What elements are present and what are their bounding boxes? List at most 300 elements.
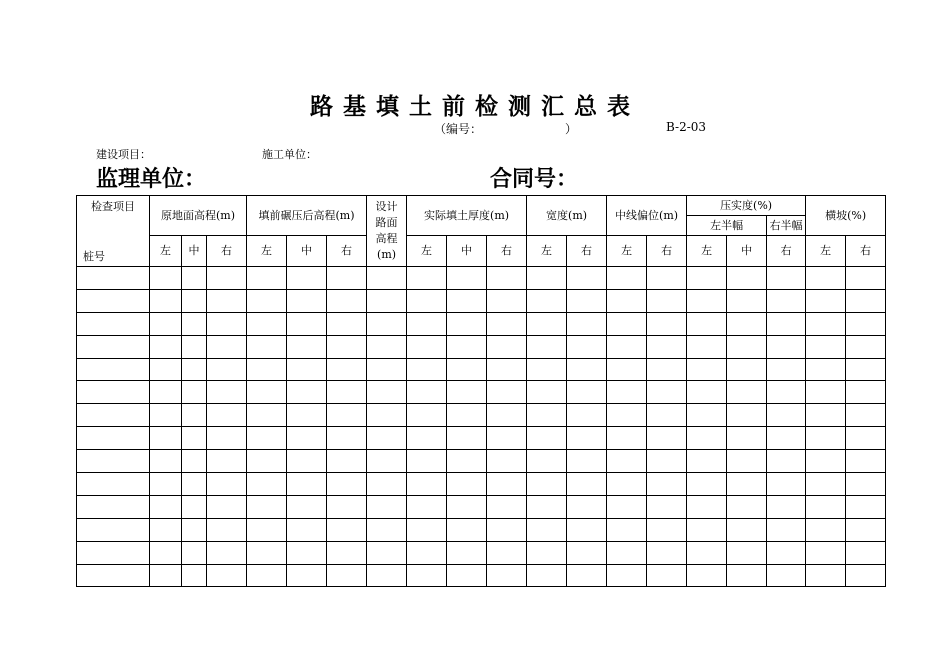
table-cell[interactable] [846,450,886,473]
table-cell[interactable] [77,404,150,427]
table-cell[interactable] [806,358,846,381]
table-cell[interactable] [647,450,687,473]
table-cell[interactable] [367,404,407,427]
table-cell[interactable] [287,541,327,564]
table-cell[interactable] [207,427,247,450]
table-cell[interactable] [487,473,527,496]
table-cell[interactable] [567,358,607,381]
table-cell[interactable] [327,495,367,518]
sub-header-cell: 右 [207,236,247,267]
table-cell[interactable] [687,450,727,473]
table-cell[interactable] [487,335,527,358]
table-cell[interactable] [727,427,767,450]
inspection-table [76,195,886,587]
table-cell[interactable] [327,427,367,450]
table-cell[interactable] [607,450,647,473]
table-cell[interactable] [247,495,287,518]
table-cell[interactable] [527,335,567,358]
table-cell[interactable] [806,541,846,564]
table-cell[interactable] [487,427,527,450]
sub-header-cell: 左 [607,236,647,267]
table-cell[interactable] [727,495,767,518]
sub-header-cell: 右 [647,236,687,267]
table-cell[interactable] [567,564,607,587]
table-cell[interactable] [327,335,367,358]
table-cell[interactable] [567,267,607,290]
table-cell[interactable] [727,289,767,312]
table-cell[interactable] [447,335,487,358]
table-cell[interactable] [527,358,567,381]
table-cell[interactable] [647,404,687,427]
table-cell[interactable] [487,450,527,473]
table-cell[interactable] [207,564,247,587]
table-cell[interactable] [407,564,447,587]
table-cell[interactable] [647,335,687,358]
table-cell[interactable] [647,381,687,404]
contract-label: 合同号： [490,166,579,192]
table-cell[interactable] [447,541,487,564]
table-cell[interactable] [687,267,727,290]
table-cell[interactable] [767,495,806,518]
table-cell[interactable] [407,541,447,564]
table-cell[interactable] [727,473,767,496]
table-cell[interactable] [287,495,327,518]
table-cell[interactable] [247,450,287,473]
table-cell[interactable] [806,289,846,312]
table-cell[interactable] [247,335,287,358]
table-cell[interactable] [150,312,182,335]
table-cell[interactable] [846,358,886,381]
table-cell[interactable] [846,564,886,587]
table-cell[interactable] [447,564,487,587]
table-cell[interactable] [247,473,287,496]
table-cell[interactable] [687,518,727,541]
table-cell[interactable] [647,518,687,541]
table-cell[interactable] [647,289,687,312]
table-cell[interactable] [327,289,367,312]
table-cell[interactable] [182,450,207,473]
table-cell[interactable] [77,495,150,518]
table-cell[interactable] [367,473,407,496]
table-cell[interactable] [727,404,767,427]
table-cell[interactable] [287,312,327,335]
table-cell[interactable] [567,381,607,404]
table-cell[interactable] [647,267,687,290]
table-cell[interactable] [527,289,567,312]
table-cell[interactable] [487,381,527,404]
table-cell[interactable] [247,404,287,427]
offset-header: 中线偏位(m) [607,196,687,236]
table-cell[interactable] [527,267,567,290]
table-cell[interactable] [567,541,607,564]
table-cell[interactable] [806,518,846,541]
table-cell[interactable] [150,267,182,290]
table-cell[interactable] [367,541,407,564]
table-cell[interactable] [77,564,150,587]
table-cell[interactable] [182,427,207,450]
table-cell[interactable] [607,473,647,496]
table-cell[interactable] [767,427,806,450]
table-cell[interactable] [687,473,727,496]
table-cell[interactable] [687,564,727,587]
table-cell[interactable] [77,312,150,335]
table-cell[interactable] [727,335,767,358]
sub-header-cell: 左 [527,236,567,267]
table-cell[interactable] [247,312,287,335]
table-cell[interactable] [607,267,647,290]
table-cell[interactable] [806,564,846,587]
table-cell[interactable] [182,564,207,587]
table-cell[interactable] [150,450,182,473]
table-cell[interactable] [687,541,727,564]
table-cell[interactable] [846,289,886,312]
table-cell[interactable] [182,541,207,564]
table-cell[interactable] [487,312,527,335]
table-cell[interactable] [607,518,647,541]
table-cell[interactable] [567,427,607,450]
table-cell[interactable] [527,495,567,518]
table-cell[interactable] [846,312,886,335]
table-cell[interactable] [607,381,647,404]
table-cell[interactable] [727,518,767,541]
table-cell[interactable] [207,381,247,404]
table-cell[interactable] [150,404,182,427]
table-cell[interactable] [367,495,407,518]
table-cell[interactable] [806,381,846,404]
table-cell[interactable] [287,473,327,496]
table-cell[interactable] [182,358,207,381]
table-cell[interactable] [687,358,727,381]
table-cell[interactable] [767,267,806,290]
table-cell[interactable] [846,518,886,541]
table-cell[interactable] [607,289,647,312]
table-cell[interactable] [487,358,527,381]
table-cell[interactable] [207,473,247,496]
table-cell[interactable] [527,473,567,496]
table-cell[interactable] [407,473,447,496]
compaction-header: 压实度(%) [687,196,806,216]
table-cell[interactable] [687,427,727,450]
table-cell[interactable] [207,289,247,312]
table-cell[interactable] [77,289,150,312]
table-cell[interactable] [247,381,287,404]
table-cell[interactable] [846,381,886,404]
table-row [77,312,886,335]
design-elev-header: 设计 路面 高程 (m) [367,196,407,267]
table-cell[interactable] [407,358,447,381]
table-cell[interactable] [447,473,487,496]
table-cell[interactable] [327,518,367,541]
table-cell[interactable] [247,564,287,587]
sub-header-cell: 右 [567,236,607,267]
table-cell[interactable] [327,358,367,381]
table-cell[interactable] [447,381,487,404]
table-cell[interactable] [527,564,567,587]
table-cell[interactable] [806,450,846,473]
table-cell[interactable] [367,450,407,473]
table-cell[interactable] [77,381,150,404]
table-cell[interactable] [767,404,806,427]
table-row [77,495,886,518]
table-cell[interactable] [77,335,150,358]
table-cell[interactable] [182,312,207,335]
table-cell[interactable] [607,541,647,564]
table-cell[interactable] [567,450,607,473]
table-cell[interactable] [77,473,150,496]
table-row [77,267,886,290]
table-cell[interactable] [367,518,407,541]
table-cell[interactable] [607,335,647,358]
table-cell[interactable] [182,473,207,496]
table-cell[interactable] [647,564,687,587]
table-cell[interactable] [207,450,247,473]
table-cell[interactable] [150,541,182,564]
table-cell[interactable] [182,495,207,518]
table-cell[interactable] [567,518,607,541]
table-cell[interactable] [767,289,806,312]
table-cell[interactable] [287,427,327,450]
table-cell[interactable] [487,289,527,312]
table-cell[interactable] [287,335,327,358]
table-cell[interactable] [767,518,806,541]
table-cell[interactable] [407,289,447,312]
table-cell[interactable] [407,312,447,335]
table-cell[interactable] [367,289,407,312]
table-cell[interactable] [287,289,327,312]
table-cell[interactable] [247,289,287,312]
table-cell[interactable] [846,404,886,427]
table-cell[interactable] [447,358,487,381]
table-cell[interactable] [182,404,207,427]
table-cell[interactable] [447,495,487,518]
table-cell[interactable] [487,495,527,518]
table-cell[interactable] [687,312,727,335]
table-cell[interactable] [207,495,247,518]
orig-elev-header: 原地面高程(m) [150,196,247,236]
table-cell[interactable] [727,450,767,473]
table-cell[interactable] [247,358,287,381]
table-cell[interactable] [367,358,407,381]
table-cell[interactable] [647,495,687,518]
table-cell[interactable] [77,518,150,541]
table-cell[interactable] [527,518,567,541]
table-cell[interactable] [247,541,287,564]
table-cell[interactable] [846,541,886,564]
table-cell[interactable] [767,541,806,564]
table-cell[interactable] [327,564,367,587]
table-cell[interactable] [727,358,767,381]
table-cell[interactable] [77,427,150,450]
table-cell[interactable] [327,404,367,427]
table-cell[interactable] [487,267,527,290]
table-cell[interactable] [846,335,886,358]
table-cell[interactable] [647,358,687,381]
table-cell[interactable] [150,335,182,358]
table-cell[interactable] [527,381,567,404]
table-cell[interactable] [367,335,407,358]
table-cell[interactable] [407,495,447,518]
table-cell[interactable] [607,495,647,518]
table-cell[interactable] [567,312,607,335]
table-cell[interactable] [527,450,567,473]
table-cell[interactable] [687,289,727,312]
table-cell[interactable] [207,404,247,427]
table-cell[interactable] [447,267,487,290]
table-cell[interactable] [77,267,150,290]
table-cell[interactable] [567,495,607,518]
table-cell[interactable] [487,541,527,564]
table-cell[interactable] [247,518,287,541]
contractor-label: 施工单位： [262,148,317,161]
table-cell[interactable] [207,541,247,564]
table-cell[interactable] [447,518,487,541]
table-cell[interactable] [607,564,647,587]
table-cell[interactable] [77,450,150,473]
table-cell[interactable] [150,518,182,541]
table-cell[interactable] [806,427,846,450]
table-cell[interactable] [647,541,687,564]
table-cell[interactable] [407,335,447,358]
table-cell[interactable] [367,312,407,335]
table-cell[interactable] [806,267,846,290]
table-cell[interactable] [607,404,647,427]
table-cell[interactable] [567,404,607,427]
table-cell[interactable] [77,358,150,381]
table-cell[interactable] [407,404,447,427]
table-cell[interactable] [367,427,407,450]
sub-header-cell: 中 [447,236,487,267]
table-cell[interactable] [207,312,247,335]
table-cell[interactable] [647,427,687,450]
table-cell[interactable] [327,541,367,564]
table-cell[interactable] [447,450,487,473]
table-cell[interactable] [327,450,367,473]
table-cell[interactable] [150,381,182,404]
table-cell[interactable] [207,518,247,541]
table-cell[interactable] [527,312,567,335]
table-cell[interactable] [727,312,767,335]
table-cell[interactable] [487,518,527,541]
table-cell[interactable] [846,473,886,496]
table-cell[interactable] [327,267,367,290]
table-cell[interactable] [327,312,367,335]
table-cell[interactable] [327,381,367,404]
table-cell[interactable] [767,312,806,335]
table-cell[interactable] [182,518,207,541]
table-cell[interactable] [367,267,407,290]
table-cell[interactable] [407,450,447,473]
table-cell[interactable] [767,381,806,404]
table-cell[interactable] [846,427,886,450]
table-cell[interactable] [247,427,287,450]
table-cell[interactable] [247,267,287,290]
table-cell[interactable] [687,495,727,518]
table-cell[interactable] [207,267,247,290]
table-cell[interactable] [846,267,886,290]
table-cell[interactable] [527,427,567,450]
table-cell[interactable] [407,381,447,404]
table-cell[interactable] [287,267,327,290]
table-cell[interactable] [806,312,846,335]
sub-header-cell: 左 [806,236,846,267]
table-cell[interactable] [367,564,407,587]
table-cell[interactable] [567,335,607,358]
table-cell[interactable] [806,495,846,518]
table-cell[interactable] [207,335,247,358]
table-cell[interactable] [287,518,327,541]
table-cell[interactable] [287,358,327,381]
table-cell[interactable] [767,335,806,358]
table-cell[interactable] [182,381,207,404]
table-cell[interactable] [767,450,806,473]
table-cell[interactable] [182,335,207,358]
table-cell[interactable] [447,427,487,450]
table-cell[interactable] [527,541,567,564]
table-cell[interactable] [767,564,806,587]
table-cell[interactable] [567,289,607,312]
table-cell[interactable] [150,427,182,450]
table-cell[interactable] [806,404,846,427]
table-cell[interactable] [150,564,182,587]
supervisor-label: 监理单位： [96,166,207,192]
table-cell[interactable] [367,381,407,404]
table-cell[interactable] [182,289,207,312]
table-row [77,381,886,404]
table-cell[interactable] [150,358,182,381]
table-cell[interactable] [287,404,327,427]
table-cell[interactable] [447,289,487,312]
table-cell[interactable] [767,473,806,496]
table-cell[interactable] [727,564,767,587]
table-cell[interactable] [487,404,527,427]
table-cell[interactable] [727,267,767,290]
table-cell[interactable] [447,404,487,427]
table-cell[interactable] [150,289,182,312]
table-cell[interactable] [607,427,647,450]
table-cell[interactable] [287,381,327,404]
table-cell[interactable] [806,473,846,496]
table-cell[interactable] [77,541,150,564]
sub-header-cell: 右 [846,236,886,267]
table-cell[interactable] [607,358,647,381]
table-cell[interactable] [527,404,567,427]
table-cell[interactable] [407,267,447,290]
table-cell[interactable] [182,267,207,290]
table-cell[interactable] [687,381,727,404]
table-cell[interactable] [207,358,247,381]
table-cell[interactable] [567,473,607,496]
table-cell[interactable] [407,518,447,541]
table-cell[interactable] [447,312,487,335]
table-cell[interactable] [727,381,767,404]
table-cell[interactable] [287,450,327,473]
table-cell[interactable] [487,564,527,587]
table-cell[interactable] [607,312,647,335]
table-cell[interactable] [806,335,846,358]
table-cell[interactable] [727,541,767,564]
table-cell[interactable] [150,473,182,496]
table-cell[interactable] [687,404,727,427]
table-cell[interactable] [687,335,727,358]
table-cell[interactable] [846,495,886,518]
table-cell[interactable] [767,358,806,381]
table-cell[interactable] [327,473,367,496]
table-cell[interactable] [150,495,182,518]
table-cell[interactable] [407,427,447,450]
table-cell[interactable] [287,564,327,587]
table-cell[interactable] [647,312,687,335]
table-cell[interactable] [647,473,687,496]
